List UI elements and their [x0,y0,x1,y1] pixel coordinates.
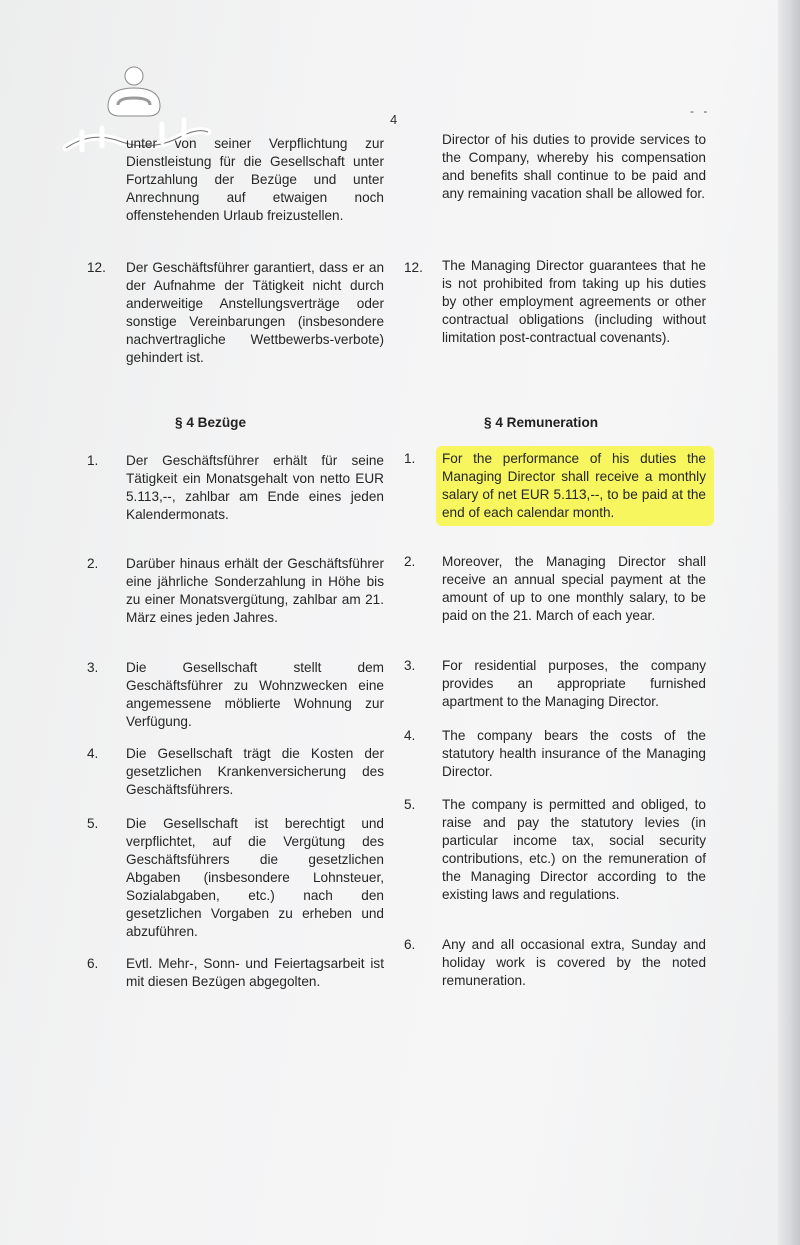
clause12-de: Der Geschäftsführer garantiert, dass er an der Aufnahme der Tätigkeit nicht durch anderweitige Anstellungsverträge oder sonstige Vereinbarungen (insbesondere nachvertragliche Wettbewerbs-verbote) gehindert ist. [126,260,384,365]
item-number-en: 3. [404,658,416,673]
item-text-de: Die Gesellschaft stellt dem Geschäftsführer zu Wohnzwecken eine angemessene möblierte Wohnung zur Verfügung. [126,660,384,729]
item-text-de: Evtl. Mehr-, Sonn- und Feiertagsarbeit ist mit diesen Bezügen abgegolten. [126,956,384,989]
item-text-de: Die Gesellschaft ist berechtigt und verpflichtet, auf die Vergütung des Geschäftsführers die gesetzlichen Abgaben (insbesondere Lohnsteuer, Sozialabgaben, etc.) nach den gesetzlichen Vorgaben zu erheben und abzuführen. [126,816,384,939]
clause12-number-de: 12. [87,260,106,275]
item-text-de: Darüber hinaus erhält der Geschäftsführer eine jährliche Sonderzahlung in Höhe bis zu einer Monatsvergütung, zahlbar am 21. März eines jeden Jahres. [126,556,384,625]
item-number-de: 5. [87,816,99,831]
paper-edge [778,0,800,1245]
section-title-en: § 4 Remuneration [484,415,599,430]
item-text-en-highlighted: For the performance of his duties the Managing Director shall receive a monthly salary of net EUR 5.113,--, to be paid at the end of each calendar month. [442,451,706,520]
item-text-de: Die Gesellschaft trägt die Kosten der gesetzlichen Krankenversicherung des Geschäftsführers. [126,746,384,797]
item-text-en: For residential purposes, the company provides an appropriate furnished apartment to the Managing Director. [442,658,706,709]
clause12-number-en: 12. [404,260,423,275]
item-text-en: The company is permitted and obliged, to raise and pay the statutory levies (in particular income tax, social security contributions, etc.) on the remuneration of the Managing Director according to the existing laws and regulations. [442,797,706,902]
item-text-en: The company bears the costs of the statutory health insurance of the Managing Director. [442,728,706,779]
continuation-de: unter von seiner Verpflichtung zur Dienstleistung für die Gesellschaft unter Fortzahlung der Bezüge und unter Anrechnung auf etwaigen noch offenstehenden Urlaub freizustellen. [126,136,384,223]
section-title-de: § 4 Bezüge [175,415,247,430]
item-number-de: 6. [87,956,99,971]
clause12-en: The Managing Director guarantees that he is not prohibited from taking up his duties by other employment agreements or other contractual obligations (including without limitation post-contractual covenants). [442,258,706,345]
item-number-de: 1. [87,453,99,468]
page-number: 4 [390,112,398,127]
item-number-en: 6. [404,937,416,952]
header-dashes: - - [690,104,711,118]
item-number-de: 2. [87,556,99,571]
item-text-en: Any and all occasional extra, Sunday and holiday work is covered by the noted remuneration. [442,937,706,988]
item-number-de: 4. [87,746,99,761]
item-text-en: Moreover, the Managing Director shall receive an annual special payment at the amount of up to one monthly salary, to be paid on the 21. March of each year. [442,554,706,623]
item-number-de: 3. [87,660,99,675]
item-number-en: 1. [404,451,416,466]
item-number-en: 4. [404,728,416,743]
item-number-en: 5. [404,797,416,812]
continuation-en: Director of his duties to provide services to the Company, whereby his compensation and benefits shall continue to be paid and any remaining vacation shall be allowed for. [442,132,706,201]
item-number-en: 2. [404,554,416,569]
item-text-de: Der Geschäftsführer erhält für seine Tätigkeit ein Monatsgehalt von netto EUR 5.113,--, zahlbar am Ende eines jeden Kalendermonats. [126,453,384,522]
